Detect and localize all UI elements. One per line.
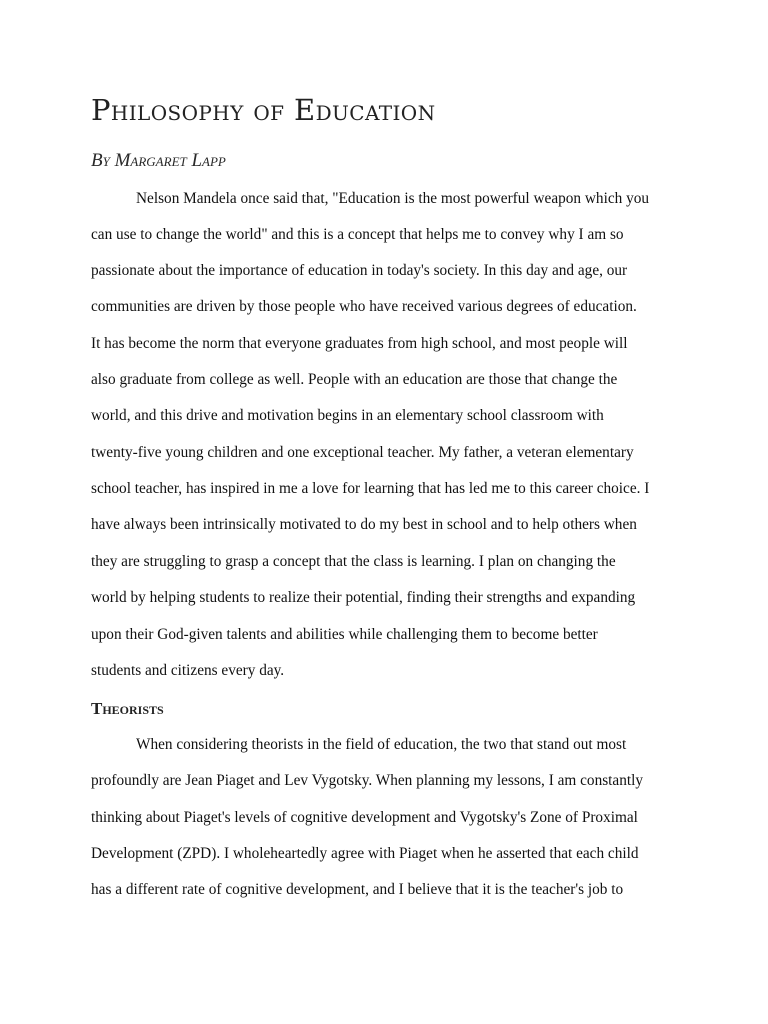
- paragraph-line: school teacher, has inspired in me a love for learning that has led me to this career choice. I: [91, 480, 650, 497]
- paragraph-line: upon their God-given talents and abilities while challenging them to become better: [91, 626, 598, 643]
- paragraph-line: world, and this drive and motivation begins in an elementary school classroom with: [91, 407, 604, 424]
- paragraph-line: can use to change the world" and this is a concept that helps me to convey why I am so: [91, 226, 624, 243]
- paragraph-line: has a different rate of cognitive development, and I believe that it is the teacher's job to: [91, 881, 624, 898]
- paragraph-line: have always been intrinsically motivated to do my best in school and to help others when: [91, 516, 637, 533]
- paragraph-line: world by helping students to realize their potential, finding their strengths and expanding: [91, 589, 636, 606]
- author-byline: By Margaret Lapp: [91, 150, 226, 171]
- paragraph-line: When considering theorists in the field of education, the two that stand out most: [136, 736, 627, 753]
- paragraph-line: students and citizens every day.: [91, 662, 285, 679]
- paragraph-line: Nelson Mandela once said that, "Education is the most powerful weapon which you: [136, 190, 650, 207]
- document-title: Philosophy of Education: [91, 93, 436, 127]
- paragraph-line: they are struggling to grasp a concept that the class is learning. I plan on changing the: [91, 553, 616, 570]
- paragraph-line: communities are driven by those people who have received various degrees of education.: [91, 298, 637, 315]
- paragraph-line: It has become the norm that everyone graduates from high school, and most people will: [91, 335, 628, 352]
- paragraph-line: profoundly are Jean Piaget and Lev Vygotsky. When planning my lessons, I am constantly: [91, 772, 644, 789]
- paragraph-line: Development (ZPD). I wholeheartedly agree with Piaget when he asserted that each child: [91, 845, 639, 862]
- paragraph-line: thinking about Piaget's levels of cognitive development and Vygotsky's Zone of Proximal: [91, 809, 638, 826]
- section-heading-theorists: Theorists: [91, 699, 164, 718]
- paragraph-line: twenty-five young children and one exceptional teacher. My father, a veteran elementary: [91, 444, 634, 461]
- paragraph-line: passionate about the importance of education in today's society. In this day and age, our: [91, 262, 628, 279]
- paragraph-line: also graduate from college as well. People with an education are those that change the: [91, 371, 618, 388]
